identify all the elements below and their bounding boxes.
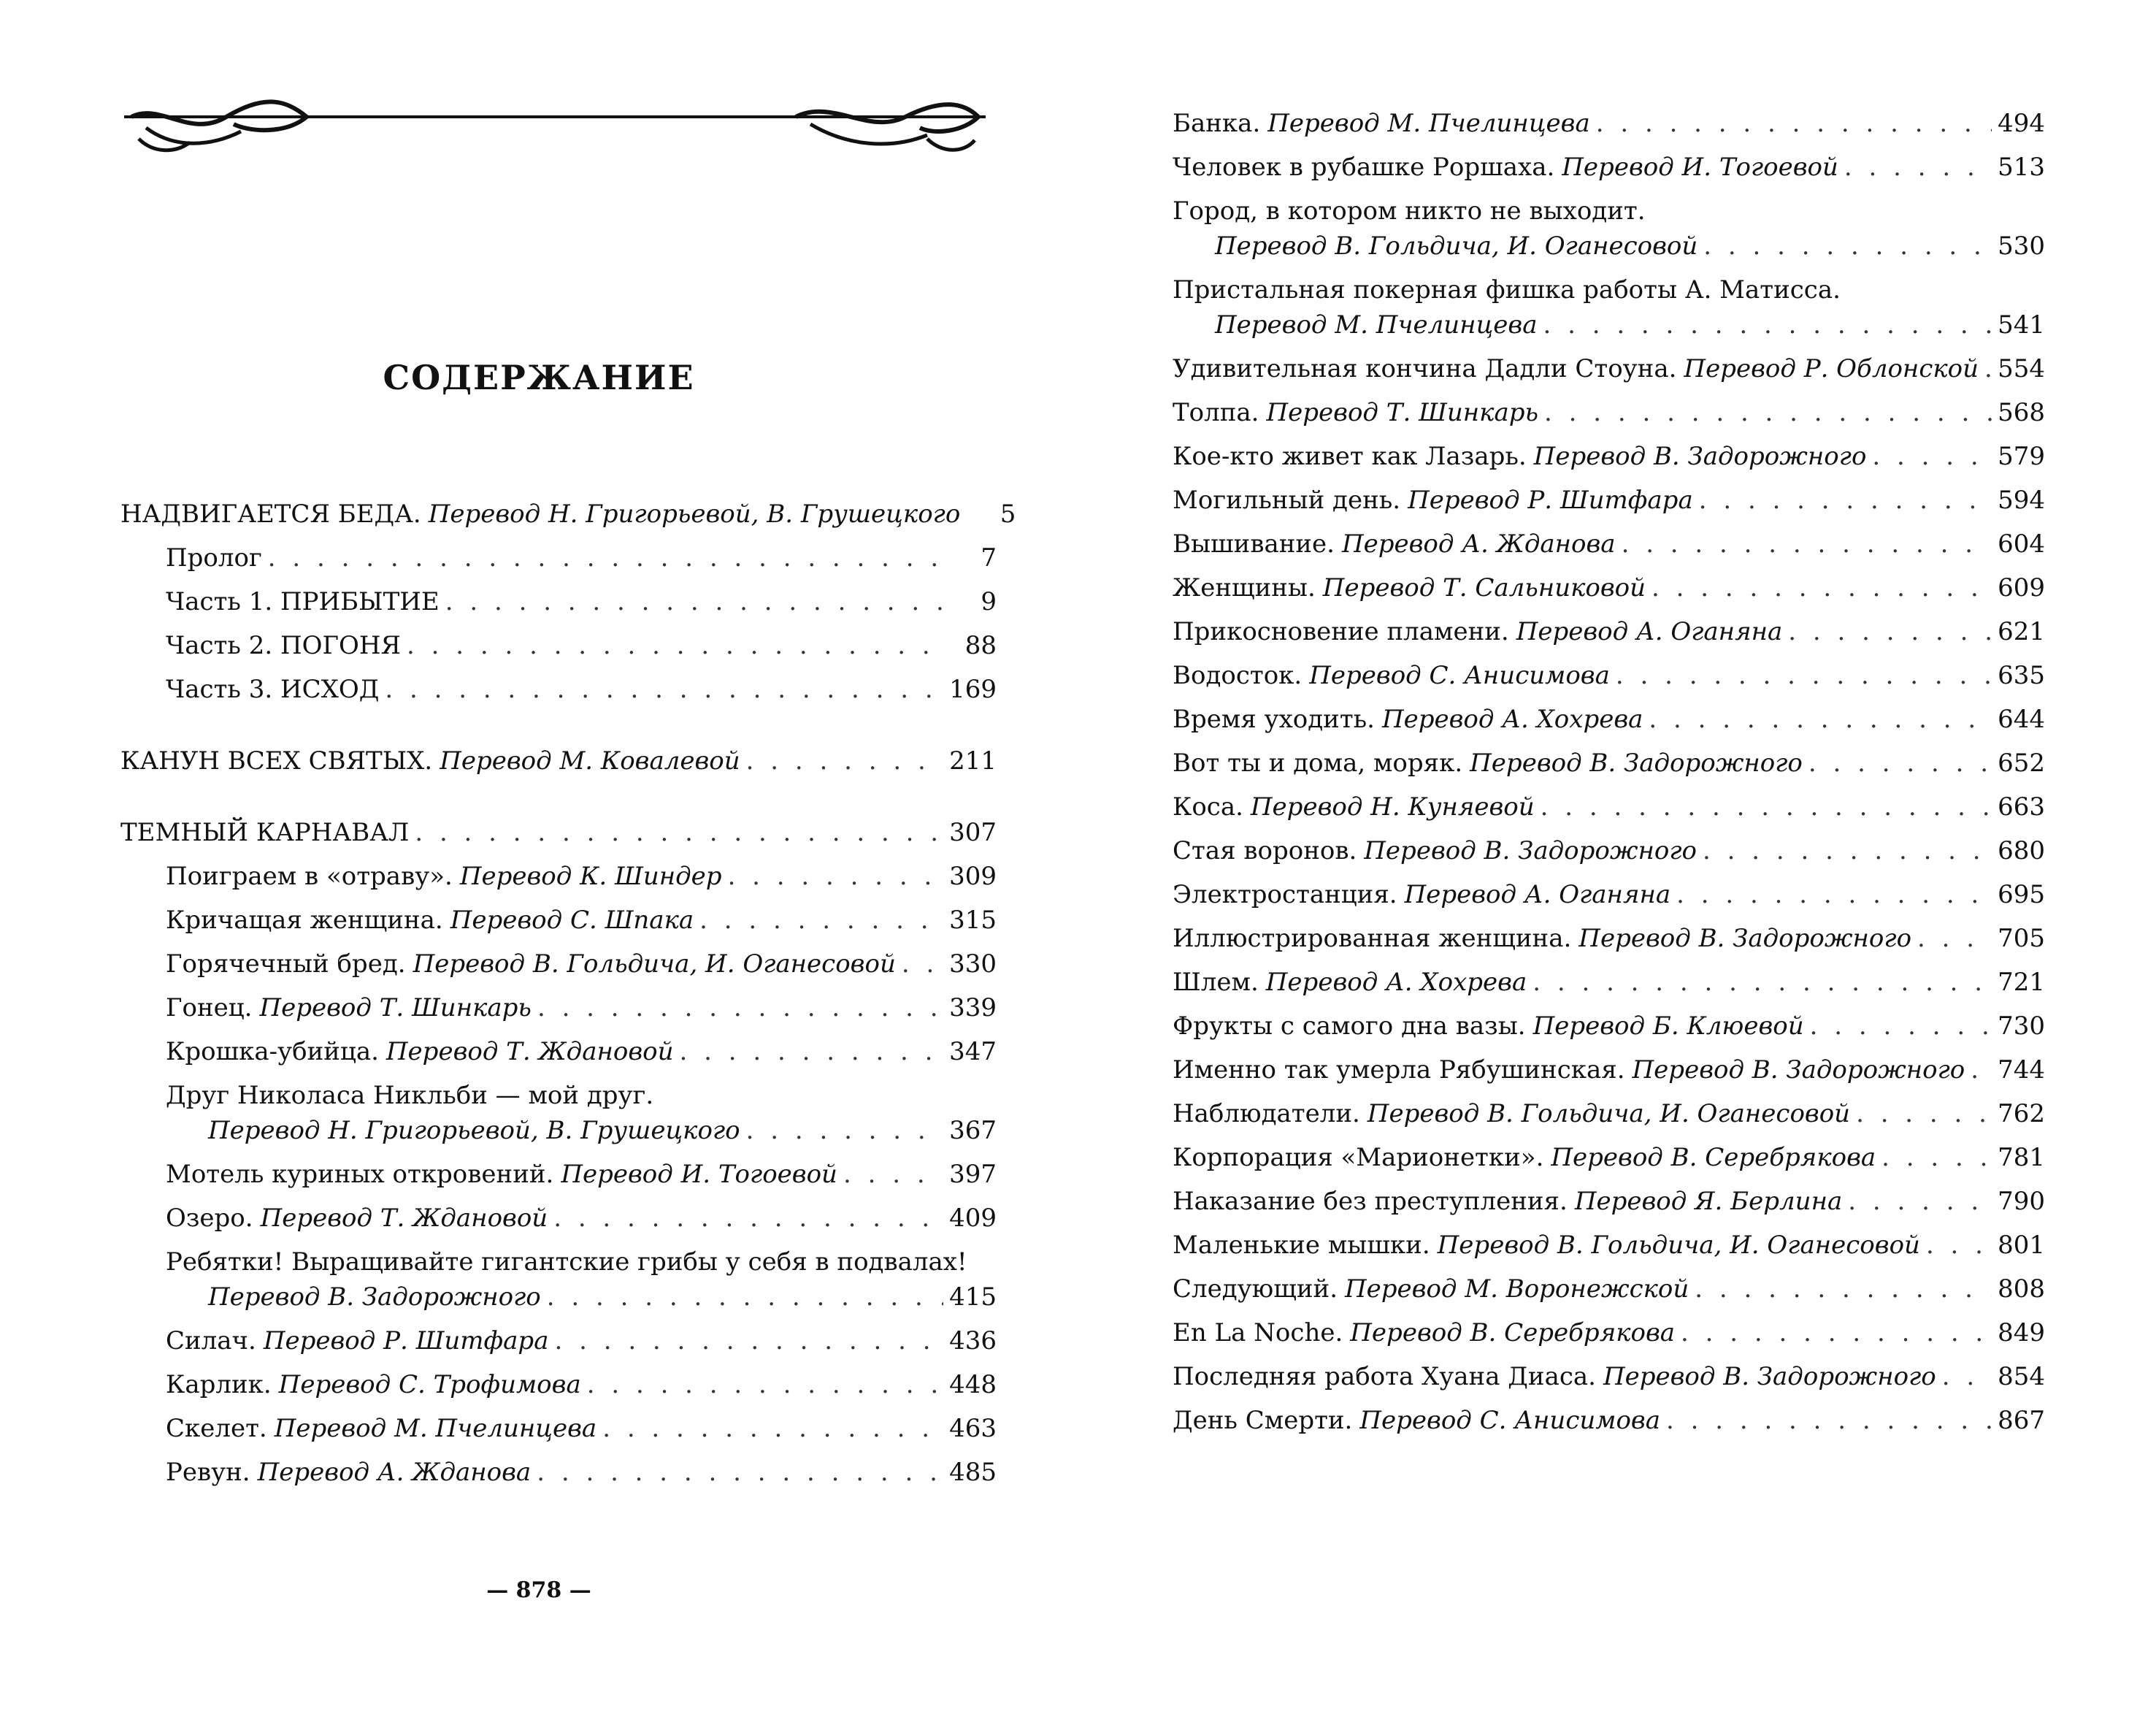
leader-dots <box>699 903 943 938</box>
entry-page: 568 <box>1998 398 2045 427</box>
entry-page: 663 <box>1998 792 2045 822</box>
toc-entry <box>1173 1403 2045 1438</box>
entry-translator: Перевод С. Шпака <box>450 906 694 935</box>
toc-entry <box>1173 395 2045 430</box>
leader-dots <box>1872 439 1992 474</box>
toc-entry <box>120 1244 997 1315</box>
toc-entry <box>1173 614 2045 649</box>
toc-entry <box>1173 194 2045 264</box>
entry-page: 494 <box>1998 109 2045 138</box>
entry-translator: Перевод Т. Ждановой <box>260 1204 548 1233</box>
entry-translator: Перевод Н. Григорьевой, В. Грушецкого <box>428 500 961 529</box>
toc-title: СОДЕРЖАНИЕ <box>383 358 695 397</box>
leader-dots <box>1666 1403 1992 1438</box>
toc-entry <box>1173 439 2045 474</box>
entry-page: 436 <box>949 1326 997 1355</box>
leader-dots <box>1543 307 1992 343</box>
leader-dots <box>1676 877 1992 912</box>
toc-entry <box>120 584 997 619</box>
entry-page: 530 <box>1998 232 2045 261</box>
entry-translator: Перевод А. Хохрева <box>1265 968 1527 997</box>
entry-title: Гонец. <box>166 993 253 1022</box>
leader-dots <box>1532 965 1992 1000</box>
entry-title: Пролог <box>166 543 262 573</box>
leader-dots <box>385 672 943 707</box>
toc-entry <box>120 903 997 938</box>
entry-page: 621 <box>1998 617 2045 646</box>
toc-entry <box>1173 272 2045 343</box>
entry-title: Удивительная кончина Дадли Стоуна. <box>1173 354 1677 383</box>
toc-entry <box>1173 1228 2045 1263</box>
entry-translator: Перевод Р. Облонской <box>1684 354 1979 383</box>
entry-translator: Перевод А. Жданова <box>1341 529 1616 559</box>
leader-dots <box>1703 229 1992 264</box>
entry-translator: Перевод М. Пчелинцева <box>1267 109 1590 138</box>
entry-translator: Перевод Н. Григорьевой, В. Грушецкого <box>208 1116 740 1145</box>
entry-page: 463 <box>949 1414 997 1443</box>
entry-page: 5 <box>1000 500 1016 529</box>
toc-entry <box>1173 351 2045 386</box>
leader-dots <box>1596 106 1992 141</box>
entry-title: Банка. <box>1173 109 1261 138</box>
entry-title: Шлем. <box>1173 968 1259 997</box>
entry-translator: Перевод Б. Клюевой <box>1532 1011 1804 1041</box>
toc-entry <box>120 672 997 707</box>
entry-title: Кричащая женщина. <box>166 906 443 935</box>
leader-dots <box>602 1411 943 1446</box>
entry-translator: Перевод Т. Шинкарь <box>259 993 532 1022</box>
entry-title: Стая воронов. <box>1173 836 1357 865</box>
entry-title: Крошка-убийца. <box>166 1037 379 1066</box>
entry-title: Водосток. <box>1173 661 1303 690</box>
entry-translator: Перевод В. Серебрякова <box>1350 1318 1676 1347</box>
entry-translator: Перевод М. Воронежской <box>1345 1274 1689 1304</box>
entry-page: 644 <box>1998 705 2045 734</box>
entry-translator: Перевод В. Гольдича, И. Оганесовой <box>1367 1099 1851 1128</box>
entry-title: Силач. <box>166 1326 256 1355</box>
entry-title: Карлик. <box>166 1370 272 1399</box>
leader-dots <box>680 1034 944 1069</box>
entry-title: Иллюстрированная женщина. <box>1173 924 1572 953</box>
leader-dots <box>1942 1359 1992 1394</box>
entry-translator: Перевод Я. Берлина <box>1574 1187 1843 1216</box>
toc-entry <box>1173 702 2045 737</box>
entry-title: Электростанция. <box>1173 880 1397 909</box>
entry-page: 415 <box>949 1282 997 1312</box>
entry-page: 309 <box>949 862 997 891</box>
entry-page: 609 <box>1998 573 2045 603</box>
entry-page: 808 <box>1998 1274 2045 1304</box>
leader-dots <box>1984 351 1992 386</box>
entry-title: ТЕМНЫЙ КАРНАВАЛ <box>120 818 410 847</box>
leader-dots <box>746 1113 943 1148</box>
toc-entry <box>120 990 997 1025</box>
entry-page: 721 <box>1998 968 2045 997</box>
leader-dots <box>1810 1009 1992 1044</box>
entry-translator: Перевод М. Ковалевой <box>440 746 740 776</box>
entry-page: 409 <box>949 1204 997 1233</box>
entry-title: Поиграем в «отраву». <box>166 862 453 891</box>
toc-entry <box>1173 570 2045 605</box>
entry-title: Фрукты с самого дна вазы. <box>1173 1011 1526 1041</box>
entry-page: 211 <box>949 746 997 776</box>
toc-entry <box>1173 1009 2045 1044</box>
leader-dots <box>1881 1140 1992 1175</box>
entry-page: 652 <box>1998 749 2045 778</box>
toc-entry <box>1173 1271 2045 1307</box>
toc-entry <box>1173 483 2045 518</box>
toc-entry <box>1173 833 2045 868</box>
entry-title: Толпа. <box>1173 398 1259 427</box>
entry-page: 485 <box>949 1458 997 1487</box>
toc-entry <box>120 497 1016 532</box>
leader-dots <box>537 1455 943 1490</box>
leader-dots <box>1699 483 1992 518</box>
leader-dots <box>1856 1096 1992 1131</box>
toc-entry <box>120 859 997 894</box>
entry-page: 867 <box>1998 1406 2045 1435</box>
leader-dots <box>1651 570 1992 605</box>
entry-translator: Перевод В. Гольдича, И. Оганесовой <box>1437 1231 1920 1260</box>
toc-entry <box>1173 106 2045 141</box>
entry-page: 801 <box>1998 1231 2045 1260</box>
entry-title: Ребятки! Выращивайте гигантские грибы у себя в подвалах! <box>166 1247 967 1277</box>
entry-title: Последняя работа Хуана Диаса. <box>1173 1362 1596 1391</box>
entry-translator: Перевод К. Шиндер <box>459 862 722 891</box>
entry-translator: Перевод Р. Шитфара <box>1408 486 1693 515</box>
entry-page: 339 <box>949 993 997 1022</box>
entry-translator: Перевод В. Гольдича, И. Оганесовой <box>1215 232 1698 261</box>
entry-page: 781 <box>1998 1143 2045 1172</box>
entry-translator: Перевод А. Хохрева <box>1381 705 1643 734</box>
entry-page: 513 <box>1998 153 2045 182</box>
leader-dots <box>415 815 943 850</box>
entry-title: Коса. <box>1173 792 1243 822</box>
entry-page: 849 <box>1998 1318 2045 1347</box>
entry-title: Вышивание. <box>1173 529 1335 559</box>
entry-title: Ревун. <box>166 1458 250 1487</box>
entry-translator: Перевод С. Трофимова <box>278 1370 581 1399</box>
toc-entry <box>120 946 997 982</box>
entry-title: Корпорация «Марионетки». <box>1173 1143 1544 1172</box>
entry-title: День Смерти. <box>1173 1406 1353 1435</box>
toc-entry <box>120 815 997 850</box>
leader-dots <box>1808 746 1992 781</box>
toc-entry <box>1173 965 2045 1000</box>
toc-entry <box>120 1157 997 1192</box>
entry-translator: Перевод В. Гольдича, И. Оганесовой <box>413 949 896 979</box>
entry-page: 88 <box>964 631 997 660</box>
entry-translator: Перевод Т. Сальниковой <box>1322 573 1646 603</box>
entry-page: 307 <box>949 818 997 847</box>
toc-entry <box>1173 1052 2045 1087</box>
leader-dots <box>1844 150 1992 185</box>
entry-page: 448 <box>949 1370 997 1399</box>
toc-entry <box>120 1367 997 1402</box>
entry-translator: Перевод М. Пчелинцева <box>274 1414 597 1443</box>
entry-title: Наказание без преступления. <box>1173 1187 1568 1216</box>
entry-title: Женщины. <box>1173 573 1316 603</box>
entry-page: 730 <box>1998 1011 2045 1041</box>
leader-dots <box>728 859 944 894</box>
entry-translator: Перевод В. Задорожного <box>1578 924 1912 953</box>
entry-page: 169 <box>949 675 997 704</box>
entry-translator: Перевод В. Задорожного <box>1470 749 1803 778</box>
entry-page: 579 <box>1998 442 2045 471</box>
toc-entry <box>1173 1096 2045 1131</box>
entry-title: Следующий. <box>1173 1274 1338 1304</box>
toc-entry <box>120 1034 997 1069</box>
entry-page: 330 <box>949 949 997 979</box>
entry-translator: Перевод В. Задорожного <box>208 1282 541 1312</box>
toc-entry <box>120 628 997 663</box>
leader-dots <box>1622 527 1992 562</box>
entry-translator: Перевод В. Задорожного <box>1364 836 1697 865</box>
entry-translator: Перевод И. Тогоевой <box>561 1160 837 1189</box>
entry-title: Друг Николаса Никльби — мой друг. <box>166 1081 654 1110</box>
toc-entry <box>120 743 997 779</box>
entry-translator: Перевод Р. Шитфара <box>263 1326 549 1355</box>
header-ornament <box>117 95 993 161</box>
entry-title: Пристальная покерная фишка работы А. Матисса. <box>1173 275 1841 305</box>
toc-entry <box>120 1411 997 1446</box>
toc-entry <box>1173 1184 2045 1219</box>
toc-entry <box>120 1323 997 1358</box>
toc-right <box>1173 106 2045 1447</box>
toc-entry <box>1173 658 2045 693</box>
entry-title: НАДВИГАЕТСЯ БЕДА. <box>120 500 421 529</box>
toc-entry <box>1173 1359 2045 1394</box>
entry-translator: Перевод С. Анисимова <box>1359 1406 1660 1435</box>
toc-entry <box>1173 921 2045 956</box>
entry-title: Могильный день. <box>1173 486 1401 515</box>
leader-dots <box>1971 1052 1992 1087</box>
entry-translator: Перевод В. Задорожного <box>1632 1055 1965 1085</box>
entry-page: 854 <box>1998 1362 2045 1391</box>
toc-entry <box>1173 877 2045 912</box>
entry-translator: Перевод Т. Ждановой <box>385 1037 674 1066</box>
entry-title: Именно так умерла Рябушинская. <box>1173 1055 1625 1085</box>
leader-dots <box>1926 1228 1992 1263</box>
entry-page: 680 <box>1998 836 2045 865</box>
right-page <box>1078 0 2156 1725</box>
entry-title: En La Noche. <box>1173 1318 1343 1347</box>
leader-dots <box>445 584 947 619</box>
entry-page: 541 <box>1998 310 2045 340</box>
entry-translator: Перевод Т. Шинкарь <box>1266 398 1539 427</box>
entry-page: 762 <box>1998 1099 2045 1128</box>
entry-title: Наблюдатели. <box>1173 1099 1360 1128</box>
entry-translator: Перевод В. Задорожного <box>1603 1362 1936 1391</box>
entry-title: Часть 1. ПРИБЫТИЕ <box>166 587 440 616</box>
entry-translator: Перевод А. Оганяна <box>1404 880 1671 909</box>
entry-title: Мотель куриных откровений. <box>166 1160 554 1189</box>
entry-translator: Перевод В. Задорожного <box>1533 442 1867 471</box>
leader-dots <box>553 1201 943 1236</box>
leader-dots <box>843 1157 943 1192</box>
toc-entry <box>120 540 997 575</box>
entry-page: 705 <box>1998 924 2045 953</box>
entry-page: 7 <box>981 543 997 573</box>
leader-dots <box>1695 1271 1992 1307</box>
entry-translator: Перевод А. Жданова <box>257 1458 532 1487</box>
leader-dots <box>746 743 943 779</box>
leader-dots <box>1541 789 1992 825</box>
leader-dots <box>1848 1184 1992 1219</box>
entry-page: 397 <box>949 1160 997 1189</box>
entry-title: Прикосновение пламени. <box>1173 617 1509 646</box>
leader-dots <box>902 946 943 982</box>
entry-translator: Перевод С. Анисимова <box>1309 661 1610 690</box>
entry-title: Человек в рубашке Роршаха. <box>1173 153 1555 182</box>
entry-page: 315 <box>949 906 997 935</box>
entry-page: 635 <box>1998 661 2045 690</box>
toc-left <box>120 497 1016 1499</box>
leader-dots <box>1649 702 1992 737</box>
entry-page: 554 <box>1998 354 2045 383</box>
leader-dots <box>537 990 943 1025</box>
toc-entry <box>1173 150 2045 185</box>
entry-page: 347 <box>949 1037 997 1066</box>
entry-translator: Перевод В. Серебрякова <box>1551 1143 1876 1172</box>
leader-dots <box>1616 658 1992 693</box>
toc-entry <box>1173 1315 2045 1350</box>
page-number: — 878 — <box>486 1577 591 1603</box>
entry-title: Кое-кто живет как Лазарь. <box>1173 442 1527 471</box>
entry-page: 604 <box>1998 529 2045 559</box>
entry-translator: Перевод Н. Куняевой <box>1250 792 1535 822</box>
entry-title: КАНУН ВСЕХ СВЯТЫХ. <box>120 746 433 776</box>
entry-title: Часть 3. ИСХОД <box>166 675 380 704</box>
entry-title: Часть 2. ПОГОНЯ <box>166 631 401 660</box>
entry-title: Время уходить. <box>1173 705 1375 734</box>
entry-page: 790 <box>1998 1187 2045 1216</box>
leader-dots <box>407 628 947 663</box>
leader-dots <box>1703 833 1992 868</box>
entry-title: Город, в котором никто не выходит. <box>1173 196 1646 226</box>
leader-dots <box>554 1323 943 1358</box>
entry-page: 695 <box>1998 880 2045 909</box>
leader-dots <box>1917 921 1992 956</box>
entry-page: 594 <box>1998 486 2045 515</box>
entry-translator: Перевод И. Тогоевой <box>1562 153 1838 182</box>
leader-dots <box>547 1280 943 1315</box>
entry-title: Скелет. <box>166 1414 267 1443</box>
toc-entry <box>1173 1140 2045 1175</box>
entry-page: 367 <box>949 1116 997 1145</box>
entry-title: Горячечный бред. <box>166 949 406 979</box>
leader-dots <box>1788 614 1992 649</box>
leader-dots <box>268 540 947 575</box>
leader-dots <box>587 1367 943 1402</box>
toc-entry <box>120 1455 997 1490</box>
toc-entry <box>120 1078 997 1148</box>
leader-dots <box>1681 1315 1992 1350</box>
toc-entry <box>1173 746 2045 781</box>
entry-title: Вот ты и дома, моряк. <box>1173 749 1463 778</box>
toc-entry <box>1173 527 2045 562</box>
entry-page: 9 <box>981 587 997 616</box>
toc-entry <box>1173 789 2045 825</box>
entry-translator: Перевод А. Оганяна <box>1516 617 1783 646</box>
entry-page: 744 <box>1998 1055 2045 1085</box>
entry-translator: Перевод М. Пчелинцева <box>1215 310 1538 340</box>
entry-title: Маленькие мышки. <box>1173 1231 1430 1260</box>
toc-entry <box>120 1201 997 1236</box>
leader-dots <box>1544 395 1992 430</box>
entry-title: Озеро. <box>166 1204 253 1233</box>
